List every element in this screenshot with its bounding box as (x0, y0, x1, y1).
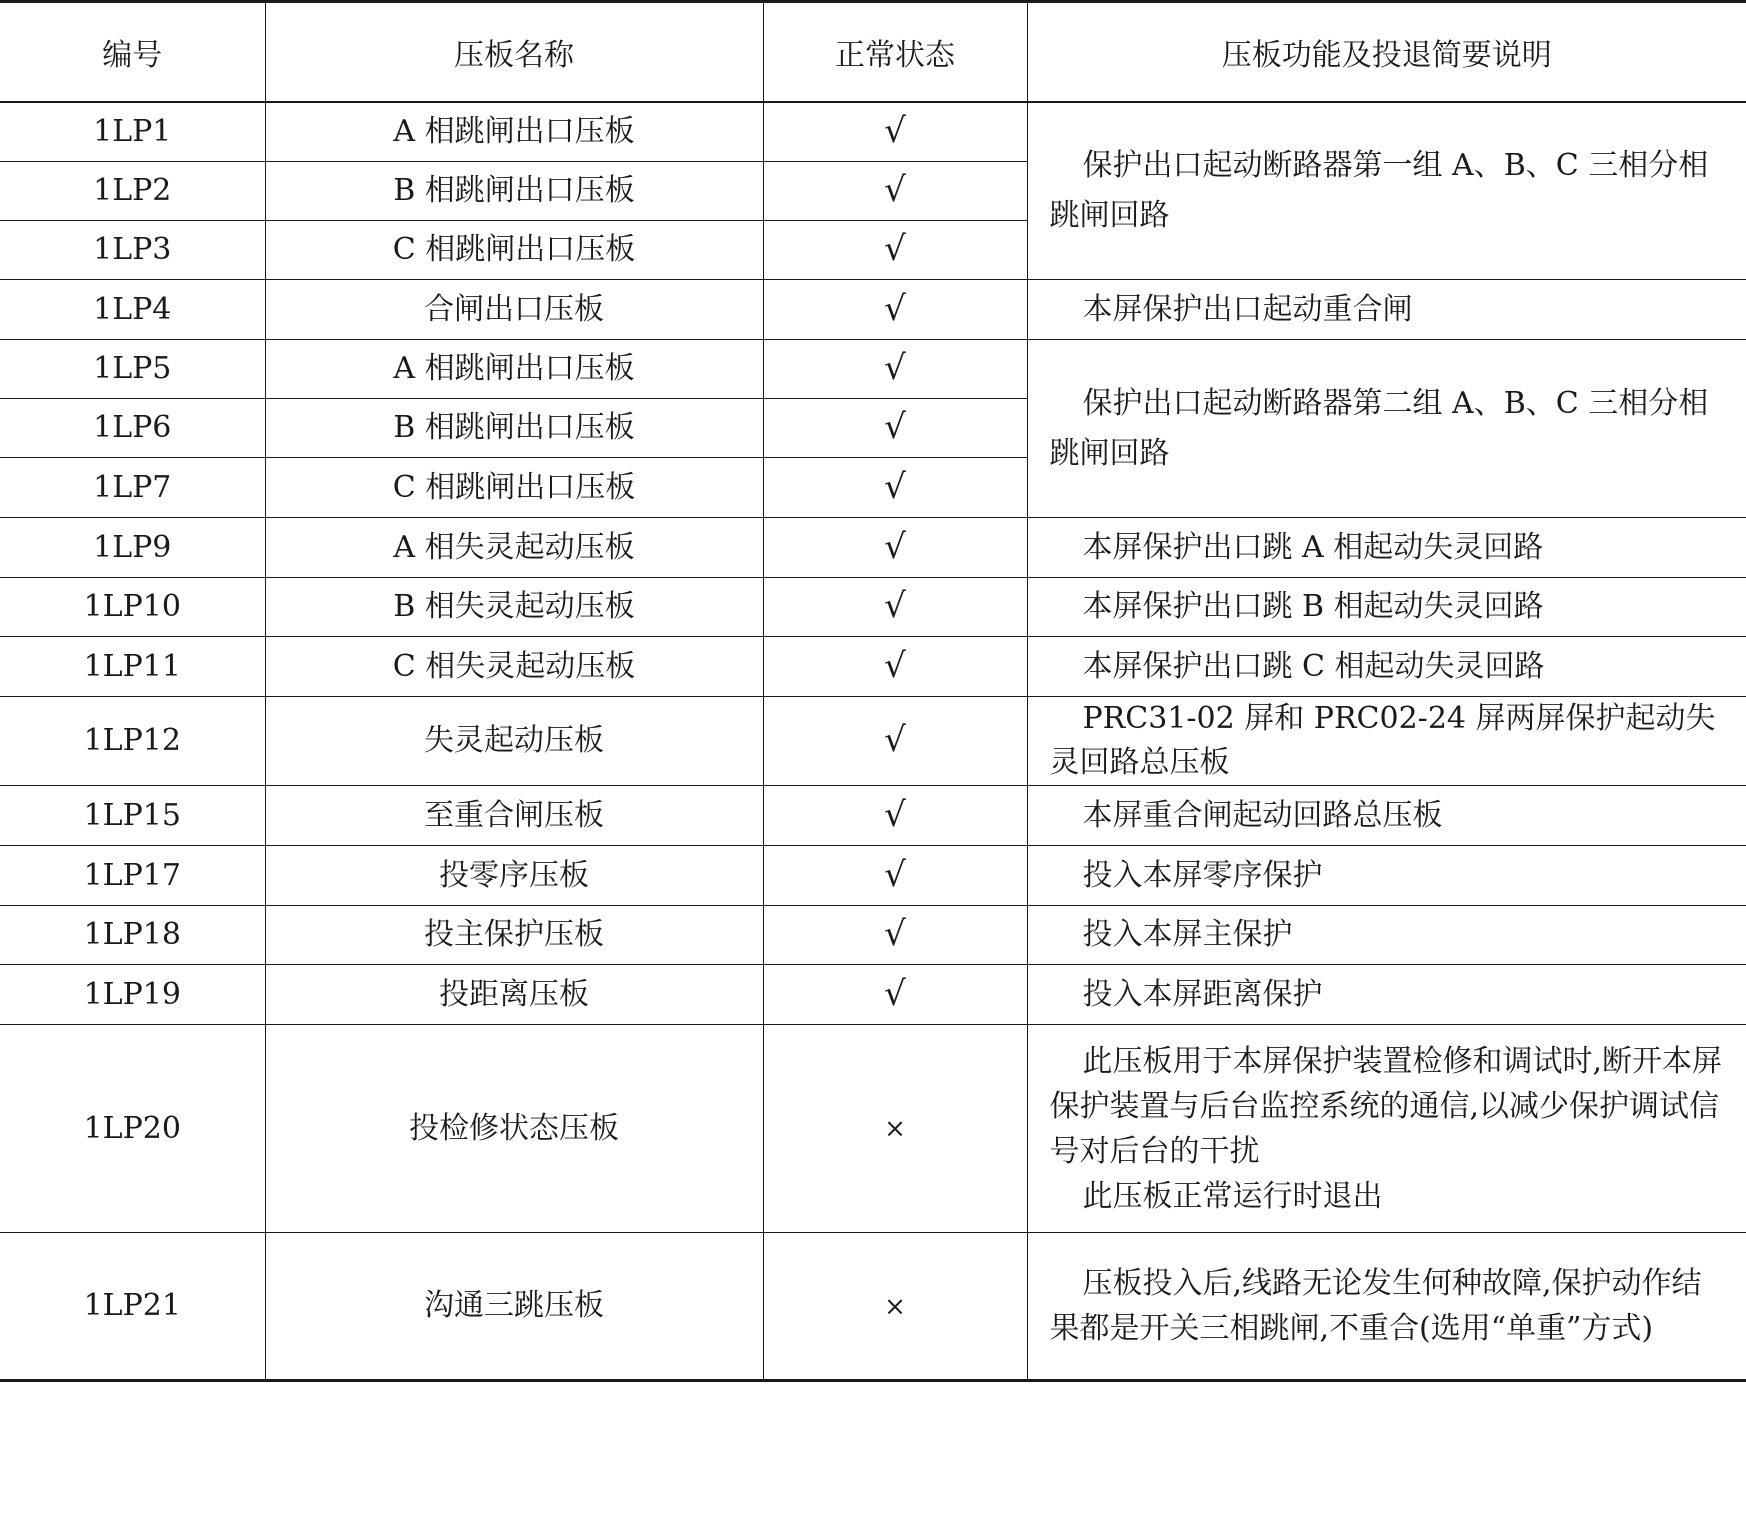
check-mark: √ (884, 914, 906, 954)
check-mark: √ (884, 854, 906, 895)
description-text: 投入本屏距离保护 (1082, 976, 1323, 1012)
description-text: 本屏保护出口起动重合闸 (1082, 291, 1413, 327)
check-mark: √ (884, 170, 906, 210)
cell-name: 失灵起动压板 (265, 697, 763, 786)
check-mark: √ (884, 526, 906, 567)
check-mark: √ (884, 110, 906, 151)
cell-name: 投距离压板 (265, 965, 763, 1025)
cell-state (763, 846, 1027, 906)
cell-id: 1LP18 (0, 906, 265, 965)
cell-id: 1LP9 (0, 518, 265, 578)
table-row (0, 280, 1746, 340)
cell-state (763, 1233, 1027, 1381)
cell-description (1027, 340, 1746, 518)
cell-description (1027, 518, 1746, 578)
cell-id: 1LP1 (0, 102, 265, 162)
cell-id: 1LP17 (0, 846, 265, 906)
header-name: 压板名称 (265, 2, 763, 102)
check-mark: √ (884, 720, 906, 760)
table-row (0, 1233, 1746, 1381)
cell-description (1027, 786, 1746, 846)
table-row (0, 965, 1746, 1025)
cell-id: 1LP4 (0, 280, 265, 340)
description-text: 此压板用于本屏保护装置检修和调试时,断开本屏保护装置与后台监控系统的通信,以减少保护调试信号对后台的干扰 (1049, 1043, 1723, 1169)
cell-state (763, 1025, 1027, 1233)
cell-state (763, 340, 1027, 399)
cell-id: 1LP21 (0, 1233, 265, 1381)
cell-description (1027, 280, 1746, 340)
cell-id: 1LP20 (0, 1025, 265, 1233)
cell-id: 1LP6 (0, 399, 265, 458)
description-text: PRC31-02 屏和 PRC02-24 屏两屏保护起动失灵回路总压板 (1049, 701, 1716, 780)
cell-id: 1LP19 (0, 965, 265, 1025)
cell-name: 沟通三跳压板 (265, 1233, 763, 1381)
table-row (0, 637, 1746, 697)
cell-name: A 相跳闸出口压板 (265, 102, 763, 162)
check-mark: √ (884, 645, 906, 686)
cell-name: B 相跳闸出口压板 (265, 399, 763, 458)
table-row (0, 906, 1746, 965)
cross-mark: × (884, 1291, 906, 1322)
cell-state (763, 906, 1027, 965)
cell-state (763, 965, 1027, 1025)
cell-name: C 相跳闸出口压板 (265, 221, 763, 280)
cell-id: 1LP3 (0, 221, 265, 280)
cell-state (763, 458, 1027, 518)
cell-description (1027, 102, 1746, 280)
table-header-row (0, 2, 1746, 102)
cell-description (1027, 637, 1746, 697)
cell-id: 1LP15 (0, 786, 265, 846)
cell-state (763, 221, 1027, 280)
cell-id: 1LP7 (0, 458, 265, 518)
description-text: 压板投入后,线路无论发生何种故障,保护动作结果都是开关三相跳闸,不重合(选用“单重”方式) (1049, 1266, 1702, 1346)
check-mark: √ (884, 466, 906, 507)
cell-name: 投零序压板 (265, 846, 763, 906)
check-mark: √ (884, 229, 906, 269)
cell-state (763, 637, 1027, 697)
header-state: 正常状态 (763, 2, 1027, 102)
description-text: 本屏保护出口跳 B 相起动失灵回路 (1082, 589, 1544, 624)
table-row (0, 518, 1746, 578)
cell-description (1027, 1025, 1746, 1233)
cell-state (763, 280, 1027, 340)
cell-name: 投主保护压板 (265, 906, 763, 965)
cell-name: 至重合闸压板 (265, 786, 763, 846)
check-mark: √ (884, 348, 906, 388)
cell-id: 1LP2 (0, 162, 265, 221)
cell-id: 1LP10 (0, 578, 265, 637)
header-id: 编号 (0, 2, 265, 102)
description-text-note: 此压板正常运行时退出 (1082, 1178, 1383, 1214)
cell-name: C 相失灵起动压板 (265, 637, 763, 697)
description-text: 保护出口起动断路器第一组 A、B、C 三相分相跳闸回路 (1049, 147, 1709, 233)
cell-name: A 相失灵起动压板 (265, 518, 763, 578)
cross-mark: × (884, 1114, 906, 1144)
table-row (0, 697, 1746, 786)
cell-name: 投检修状态压板 (265, 1025, 763, 1233)
description-text: 保护出口起动断路器第二组 A、B、C 三相分相跳闸回路 (1049, 385, 1709, 471)
cell-state (763, 518, 1027, 578)
cell-description (1027, 846, 1746, 906)
cell-name: B 相失灵起动压板 (265, 578, 763, 637)
cell-description (1027, 1233, 1746, 1381)
table-row (0, 578, 1746, 637)
cell-state (763, 697, 1027, 786)
check-mark: √ (884, 586, 906, 626)
cell-id: 1LP11 (0, 637, 265, 697)
cell-description (1027, 965, 1746, 1025)
table-row (0, 846, 1746, 906)
cell-description (1027, 697, 1746, 786)
cell-name: B 相跳闸出口压板 (265, 162, 763, 221)
cell-state (763, 578, 1027, 637)
description-text: 本屏保护出口跳 C 相起动失灵回路 (1082, 648, 1545, 684)
cell-description (1027, 906, 1746, 965)
description-text: 本屏重合闸起动回路总压板 (1082, 797, 1443, 833)
cell-description (1027, 578, 1746, 637)
table-row (0, 1025, 1746, 1233)
description-text: 投入本屏零序保护 (1082, 857, 1323, 893)
cell-state (763, 786, 1027, 846)
table-row (0, 786, 1746, 846)
cell-id: 1LP12 (0, 697, 265, 786)
cell-id: 1LP5 (0, 340, 265, 399)
description-text: 投入本屏主保护 (1082, 917, 1293, 952)
cell-state (763, 162, 1027, 221)
header-description: 压板功能及投退简要说明 (1027, 2, 1746, 102)
check-mark: √ (884, 973, 906, 1014)
check-mark: √ (884, 794, 906, 835)
check-mark: √ (884, 288, 906, 329)
table-row (0, 102, 1746, 162)
check-mark: √ (884, 407, 906, 447)
description-text: 本屏保护出口跳 A 相起动失灵回路 (1082, 529, 1544, 565)
cell-name: C 相跳闸出口压板 (265, 458, 763, 518)
cell-state (763, 399, 1027, 458)
cell-name: 合闸出口压板 (265, 280, 763, 340)
table-row (0, 340, 1746, 399)
cell-state (763, 102, 1027, 162)
cell-name: A 相跳闸出口压板 (265, 340, 763, 399)
